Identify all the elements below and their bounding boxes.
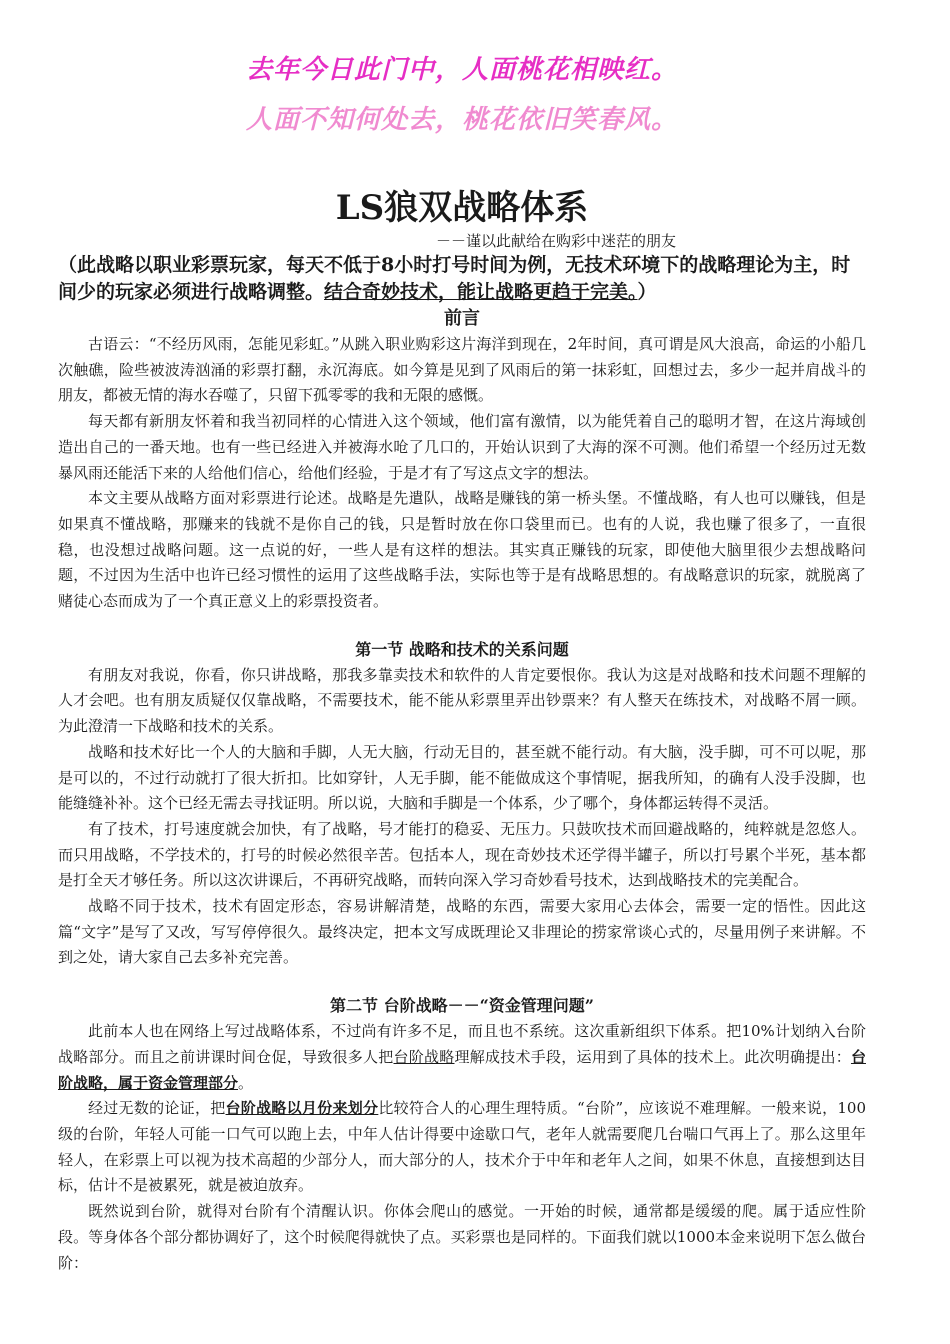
document-title: LS狼双战略体系 (335, 188, 589, 228)
section-2-text: 。 (238, 1073, 254, 1092)
section-2-heading: 第二节 台阶战略－－“资金管理问题” (330, 996, 594, 1016)
section-1-paragraph: 战略不同于技术，技术有固定形态，容易讲解清楚，战略的东西，需要大家用心去体会，需要一定的悟性。因此这篇“文字”是写了又改，写写停停很久。最终决定，把本文写成既理论又非理论的捞家常谈心式的，尽量用例子来讲解。不到之处，请大家自己去多补充完善。 (58, 897, 866, 967)
section-2-paragraph: 既然说到台阶，就得对台阶有个清醒认识。你体会爬山的感觉。一开始的时候，通常都是缓缓的爬。属于适应性阶段。等身体各个部分都协调好了，这个时候爬得就快了点。买彩票也是同样的。下面我们就以1000本金来说明下怎么做台阶： (58, 1202, 866, 1272)
section-2-text: 理解成技术手段，运用到了具体的技术上。此次明确提出： (454, 1047, 851, 1066)
preface-paragraph: 本文主要从战略方面对彩票进行论述。战略是先遣队，战略是赚钱的第一桥头堡。不懂战略，有人也可以赚钱，但是如果真不懂战略，那赚来的钱就不是你自己的钱，只是暂时放在你口袋里而已。也有的人说，我也赚了很多了，一直很稳，也没想过战略问题。这一点说的好，一些人是有这样的想法。其实真正赚钱的玩家，即使他大脑里很少去想战略问题，不过因为生活中也许已经习惯性的运用了这些战略手法，实际也等于是有战略思想的。有战略意识的玩家，就脱离了赌徒心态而成为了一个真正意义上的彩票投资者。 (58, 489, 866, 611)
section-1-paragraph: 战略和技术好比一个人的大脑和手脚，人无大脑，行动无目的，甚至就不能行动。有大脑，没手脚，可不可以呢，那是可以的，不过行动就打了很大折扣。比如穿针，人无手脚，能不能做成这个事情呢，据我所知，的确有人没手没脚，也能缝缝补补。这个已经无需去寻找证明。所以说，大脑和手脚是一个体系，少了哪个，身体都运转得不灵活。 (58, 742, 866, 813)
section-2-text: 经过无数的论证，把 (88, 1099, 226, 1118)
poem-line-1: 去年今日此门中，人面桃花相映红。 (245, 55, 678, 85)
key-statement: 台阶战略以月份来划分 (225, 1099, 379, 1118)
preface-heading: 前言 (444, 308, 480, 329)
poem-line-2: 人面不知何处去，桃花依旧笑春风。 (245, 105, 678, 135)
document-page (58, 40, 866, 1276)
section-1-heading: 第一节 战略和技术的关系问题 (355, 639, 569, 659)
intro-text: （此战略以职业彩票玩家，每天不低于8小时打号时间为例，无技术环境下的战略理论为主，时间少的玩家必须进行战略调整。 (58, 254, 851, 303)
section-1-paragraph: 有朋友对我说，你看，你只讲战略，那我多靠卖技术和软件的人肯定要恨你。我认为这是对战略和技术问题不理解的人才会吧。也有朋友质疑仅仅靠战略，不需要技术，能不能从彩票里弄出钞票来？有人整天在练技术，对战略不屑一顾。为此澄清一下战略和技术的关系。 (58, 665, 866, 736)
section-2-text: 比较符合人的心理生理特质。“台阶”，应该说不难理解。一般来说，100级的台阶，年轻人可能一口气可以跑上去，中年人估计得要中途歇口气，老年人就需要爬几台喘口气再上了。那么这里年轻人，在彩票上可以视为技术高超的少部分人，而大部分的人，技术介于中年和老年人之间，如果不休息，直接想到达目标，估计不是被累死，就是被迫放弃。 (58, 1099, 866, 1195)
section-1-paragraph: 有了技术，打号速度就会加快，有了战略，号才能打的稳妥、无压力。只鼓吹技术而回避战略的，纯粹就是忽悠人。而只用战略，不学技术的，打号的时候必然很辛苦。包括本人，现在奇妙技术还学得半罐子，所以打号累个半死，基本都是打全天才够任务。所以这次讲课后，不再研究战略，而转向深入学习奇妙看号技术，达到战略技术的完美配合。 (58, 819, 866, 890)
intro-close: ） (637, 281, 657, 303)
section-2-paragraph (58, 1096, 866, 1199)
underlined-term: 台阶战略 (393, 1047, 455, 1066)
document-subtitle: －－谨以此献给在购彩中迷茫的朋友 (435, 232, 676, 250)
section-2-paragraph (58, 1019, 866, 1096)
preface-paragraph: 每天都有新朋友怀着和我当初同样的心情进入这个领域，他们富有激情，以为能凭着自己的聪明才智，在这片海域创造出自己的一番天地。也有一些已经进入并被海水呛了几口的，开始认识到了大海的深不可测。他们希望一个经历过无数暴风雨还能活下来的人给他们信心，给他们经验，于是才有了写这点文字的想法。 (58, 412, 866, 482)
section-2-text: 此前本人也在网络上写过战略体系，不过尚有许多不足，而且也不系统。这次重新组织下体系。把10%计划纳入台阶战略部分。而且之前讲课时间仓促，导致很多人把 (58, 1022, 866, 1066)
preface-paragraph: 古语云：“不经历风雨，怎能见彩虹。”从跳入职业购彩这片海洋到现在，2年时间，真可谓是风大浪高，命运的小船几次触礁，险些被波涛汹涌的彩票打翻，永沉海底。如今算是见到了风雨后的第一抹彩虹，回想过去，多少一起并肩战斗的朋友，都被无情的海水吞噬了，只留下孤零零的我和无限的感慨。 (58, 335, 866, 405)
intro-underlined-text: 结合奇妙技术，能让战略更趋于完美。 (324, 281, 638, 303)
intro-note (58, 252, 866, 306)
key-statement: 台阶战略，属于资金管理部分 (58, 1047, 866, 1092)
